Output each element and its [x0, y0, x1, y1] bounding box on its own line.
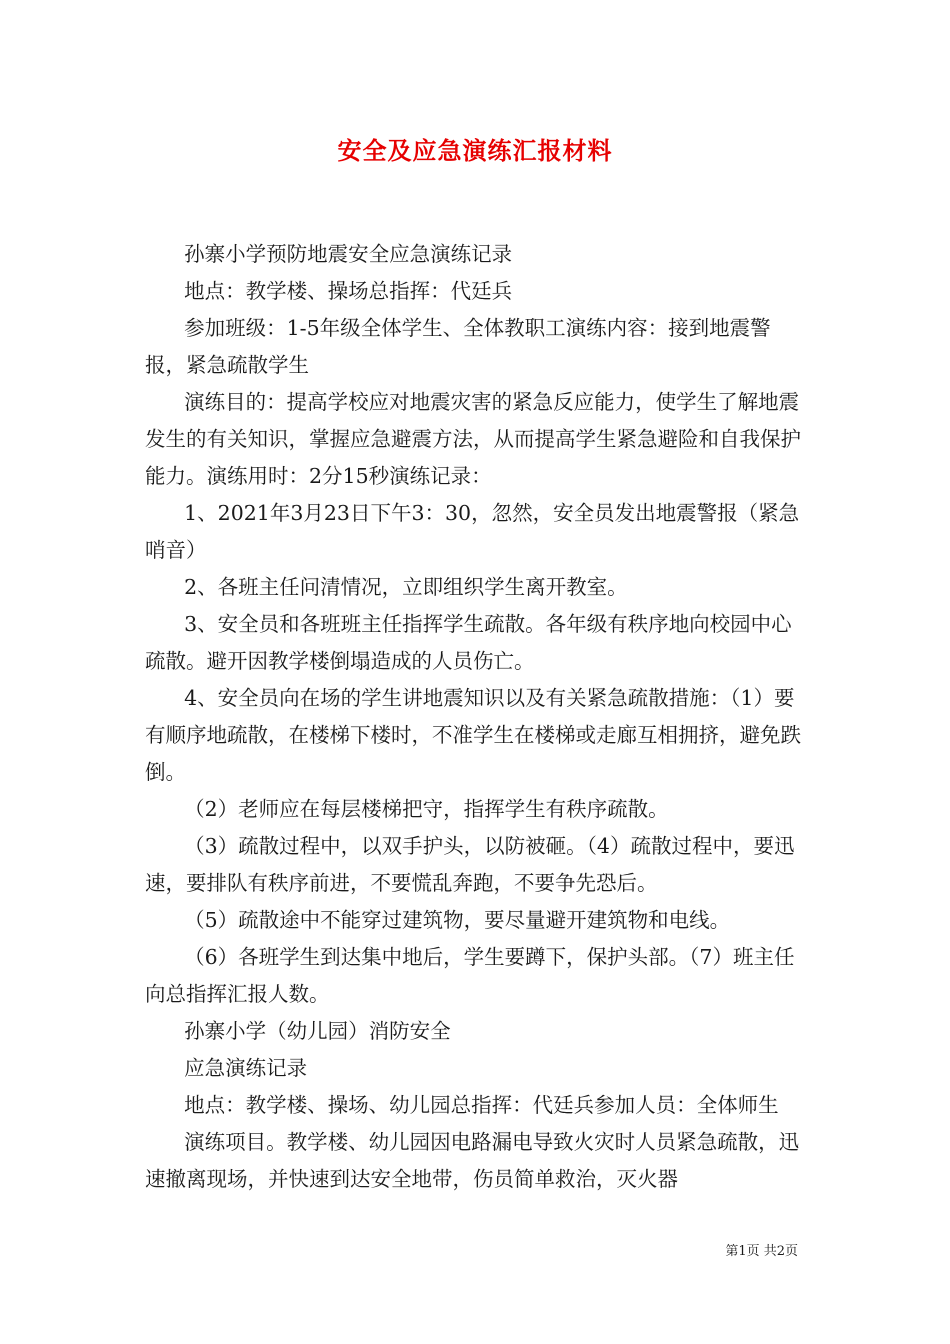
paragraph-location: 地点：教学楼、操场总指挥：代廷兵 — [145, 279, 513, 303]
page-title: 安全及应急演练汇报材料 — [337, 136, 613, 165]
paragraph-purpose: 演练目的：提高学校应对地震灾害的紧急反应能力，使学生了解地震发生的有关知识，掌握应急避震方法，从而提高学生紧急避险和自我保护能力。演练用时：2分15秒演练记录： — [145, 390, 801, 488]
paragraph-measure-5: （5）疏散途中不能穿过建筑物，要尽量避开建筑物和电线。 — [145, 908, 731, 932]
paragraph-participants: 参加班级：1-5年级全体学生、全体教职工演练内容：接到地震警报，紧急疏散学生 — [145, 316, 771, 377]
paragraph-measure-6-7: （6）各班学生到达集中地后，学生要蹲下，保护头部。（7）班主任向总指挥汇报人数。 — [145, 945, 795, 1006]
paragraph-fire-drill-subtitle: 应急演练记录 — [145, 1056, 308, 1080]
paragraph-step-3: 3、安全员和各班班主任指挥学生疏散。各年级有秩序地向校园中心疏散。避开因教学楼倒塌造成的人员伤亡。 — [145, 612, 792, 673]
page-number-footer: 第1页 共2页 — [725, 1244, 798, 1259]
paragraph-fire-drill-title: 孙寨小学（幼儿园）消防安全 — [145, 1019, 451, 1043]
paragraph-measure-2: （2）老师应在每层楼梯把守，指挥学生有秩序疏散。 — [145, 797, 669, 821]
paragraph-step-4: 4、安全员向在场的学生讲地震知识以及有关紧急疏散措施：（1）要有顺序地疏散，在楼梯下楼时，不准学生在楼梯或走廊互相拥挤，避免跌倒。 — [145, 686, 801, 784]
document-body — [145, 236, 810, 1198]
paragraph-drill-title: 孙寨小学预防地震安全应急演练记录 — [145, 242, 513, 266]
paragraph-step-2: 2、各班主任问清情况，立即组织学生离开教室。 — [145, 575, 628, 599]
paragraph-measure-3-4: （3）疏散过程中，以双手护头，以防被砸。（4）疏散过程中，要迅速，要排队有秩序前进，不要慌乱奔跑，不要争先恐后。 — [145, 834, 795, 895]
paragraph-step-1: 1、2021年3月23日下午3：30，忽然，安全员发出地震警报（紧急哨音） — [145, 501, 800, 562]
paragraph-fire-project: 演练项目。教学楼、幼儿园因电路漏电导致火灾时人员紧急疏散，迅速撤离现场，并快速到达安全地带，伤员简单救治，灭火器 — [145, 1130, 800, 1191]
paragraph-fire-location: 地点：教学楼、操场、幼儿园总指挥：代廷兵参加人员：全体师生 — [145, 1093, 779, 1117]
